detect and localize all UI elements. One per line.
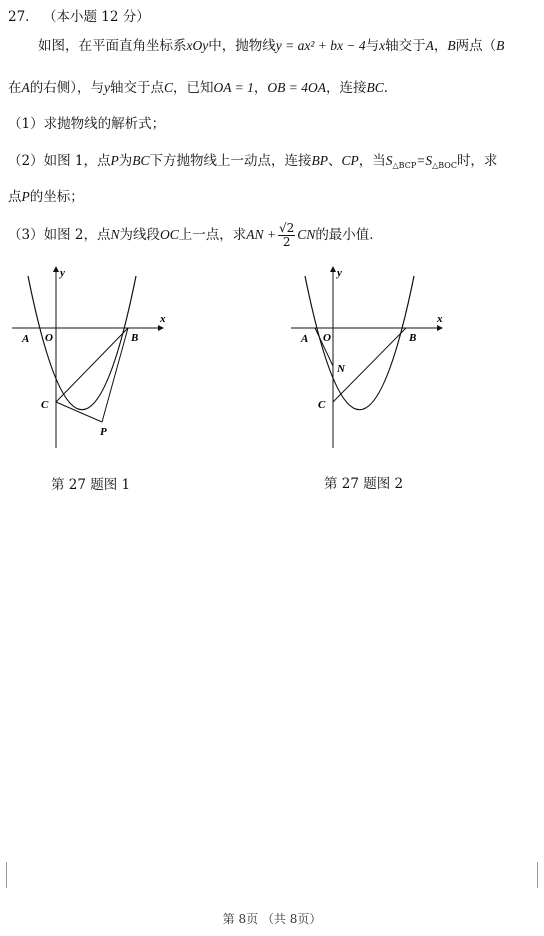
intro-text: ， [253, 80, 268, 96]
q2-text: 为 [118, 153, 133, 169]
q3-an: AN + [246, 227, 277, 242]
label-a: A [22, 333, 30, 345]
intro-text: 轴交于 [385, 38, 426, 54]
q2-text: 的坐标； [29, 189, 84, 205]
intro-text: 的右侧），与 [29, 80, 104, 96]
intro-b2: B [496, 38, 505, 53]
segment-bc [56, 328, 128, 402]
q2-area-s1: S [385, 153, 393, 168]
parabola-curve [305, 276, 417, 410]
segment-cp [56, 402, 102, 422]
label-n: N [337, 363, 345, 375]
intro-text: 两点（ [455, 38, 497, 54]
label-b: B [409, 332, 417, 344]
label-y: y [337, 267, 342, 279]
q2-cp: CP [341, 153, 359, 168]
intro-text: 中，抛物线 [208, 38, 276, 54]
q2-text: 、 [328, 153, 342, 169]
intro-text: 与 [365, 38, 380, 54]
label-x: x [437, 313, 443, 325]
intro-text: ，连接 [326, 80, 367, 96]
segment-bp [102, 328, 128, 422]
right-edge-mark [537, 862, 538, 888]
q3-fraction-denominator: 2 [282, 235, 291, 249]
q2-text: 下方抛物线上一动点，连接 [149, 153, 312, 169]
y-axis-arrow [330, 266, 336, 272]
x-axis-arrow [158, 325, 164, 331]
q2-area-s2: =S [416, 153, 433, 168]
problem-header [8, 8, 150, 26]
q2-area-sub2: △BOC [432, 161, 457, 170]
q2-bc: BC [132, 153, 150, 168]
label-o: O [45, 332, 53, 344]
q3-cn: CN [297, 227, 316, 242]
q2-text: 时，求 [456, 153, 498, 169]
problem-number: 27． [8, 9, 39, 25]
q3-oc: OC [160, 227, 179, 242]
q3-text: 上一点，求 [178, 227, 247, 243]
label-c: C [41, 399, 49, 411]
intro-c: C [164, 80, 174, 95]
intro-text: 轴交于点 [110, 80, 164, 96]
intro-b: B [447, 38, 456, 53]
label-x: x [160, 313, 166, 325]
question-2-line-2 [8, 188, 84, 206]
q3-text: （3）如图 2，点 [8, 227, 111, 243]
oa-condition: OA = 1 [213, 80, 254, 95]
question-1 [8, 115, 165, 133]
intro-y: y [104, 80, 110, 95]
question-3 [8, 220, 383, 250]
q2-text: ，当 [358, 153, 386, 169]
label-b: B [131, 332, 139, 344]
ob-condition: OB = 4OA [267, 80, 326, 95]
left-edge-mark [6, 862, 7, 888]
intro-line-2 [8, 79, 397, 97]
label-y: y [60, 267, 65, 279]
parabola-equation: y = ax² + bx − 4 [275, 38, 366, 53]
q2-p: P [21, 189, 30, 204]
q3-n: N [110, 227, 120, 242]
intro-text: ． [383, 80, 398, 96]
q3-text: 的最小值． [315, 227, 383, 243]
question-1-text: （1）求抛物线的解析式； [8, 116, 166, 132]
intro-text: 在 [8, 80, 22, 96]
q3-fraction-numerator: √2 [279, 221, 295, 235]
intro-xoy: xOy [186, 38, 209, 53]
label-a: A [301, 333, 309, 345]
intro-text: ，已知 [173, 80, 214, 96]
page-footer: 第 8页 （共 8页） [222, 912, 322, 926]
problem-score: （本小题 12 分） [42, 9, 150, 25]
intro-a: A [21, 80, 30, 95]
label-p: P [100, 426, 107, 438]
label-o: O [323, 332, 331, 344]
intro-a: A [425, 38, 434, 53]
y-axis-arrow [53, 266, 59, 272]
question-2-line-1 [8, 152, 497, 175]
figure-1 [8, 262, 168, 457]
q3-fraction [278, 222, 295, 249]
q2-p: P [110, 153, 119, 168]
q3-text: 为线段 [119, 227, 160, 243]
figure-2 [287, 262, 447, 457]
q2-text: 点 [8, 189, 22, 205]
q2-text: （2）如图 1，点 [8, 153, 111, 169]
intro-text: ， [433, 38, 448, 54]
intro-bc: BC [366, 80, 384, 95]
q2-bp: BP [311, 153, 328, 168]
intro-text: 如图，在平面直角坐标系 [38, 38, 187, 54]
label-c: C [318, 399, 326, 411]
intro-x: x [379, 38, 386, 53]
figure-1-caption: 第 27 题图 1 [51, 477, 131, 493]
x-axis-arrow [437, 325, 443, 331]
q2-area-sub1: △BCP [392, 161, 417, 170]
intro-line-1 [38, 37, 504, 55]
figure-2-caption: 第 27 题图 2 [324, 476, 404, 492]
